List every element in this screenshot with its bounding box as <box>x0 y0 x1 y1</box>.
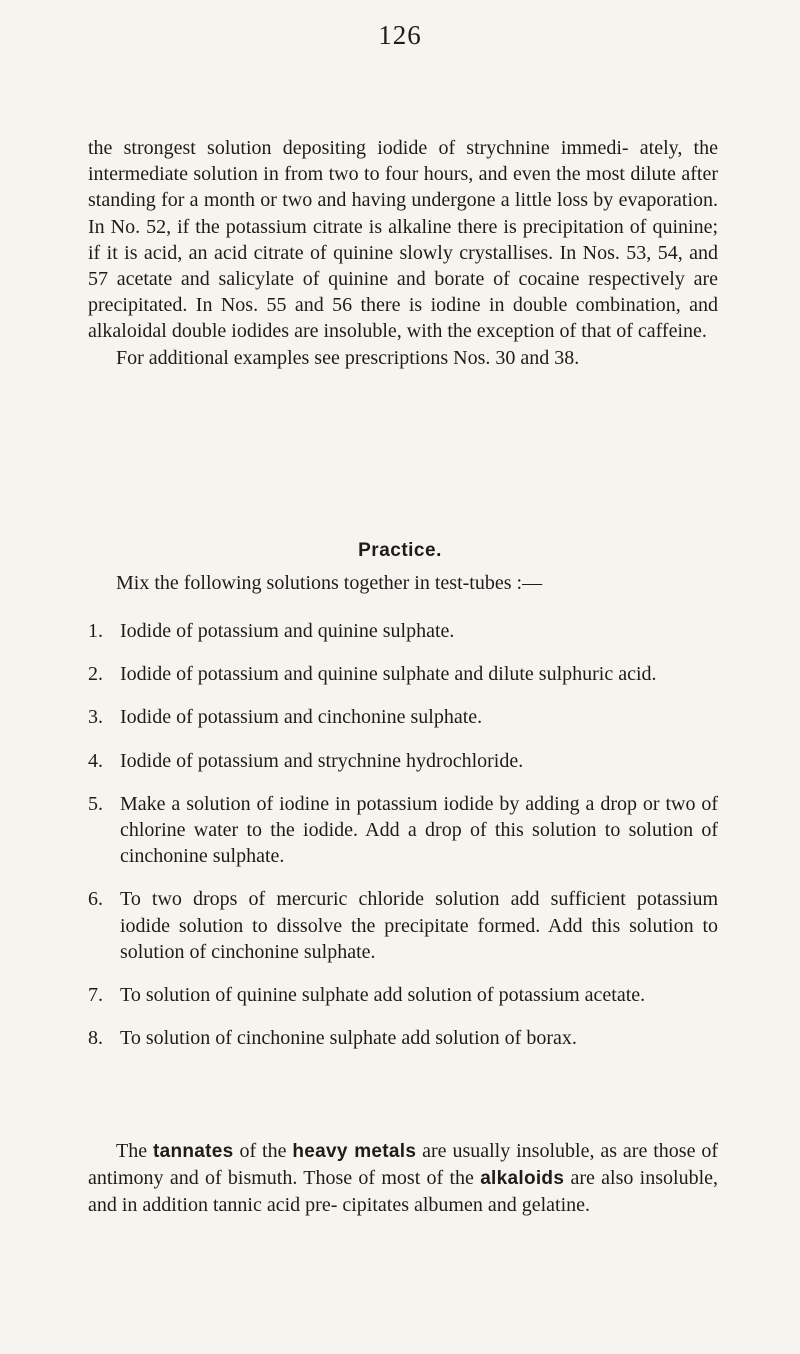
list-item <box>88 982 718 1008</box>
item-number: 4. <box>88 749 103 772</box>
item-number: 7. <box>88 984 103 1007</box>
list-item <box>88 1025 718 1051</box>
list-item <box>88 886 718 965</box>
item-text: To two drops of mercuric chloride solution add sufficient potassium iodide solution to dissolve the precipitate formed. Add this solution to solution of cinchonine sulphate. <box>120 888 718 963</box>
closing-text-3: are usually insoluble, as are those of antimony and of bismuth. Those of most of the <box>88 1140 719 1190</box>
item-number: 5. <box>88 792 103 815</box>
closing-text-2: of the <box>233 1140 293 1162</box>
list-item <box>88 661 718 687</box>
item-number: 3. <box>88 706 103 729</box>
closing-text-1: The <box>116 1140 153 1162</box>
list-item <box>88 791 718 870</box>
item-text: Iodide of potassium and cinchonine sulphate. <box>120 706 483 729</box>
item-number: 1. <box>88 620 103 642</box>
tannates-term: tannates <box>153 1141 234 1162</box>
item-text: Make a solution of iodine in potassium iodide by adding a drop or two of chlorine water to the iodide. Add a drop of this solution to solution of cinchonine sulphate. <box>120 792 718 868</box>
page-number: 126 <box>378 20 422 50</box>
closing-text <box>88 1138 718 1219</box>
item-number: 6. <box>88 888 103 911</box>
item-number: 8. <box>88 1027 103 1050</box>
item-text: Iodide of potassium and quinine sulphate. <box>120 620 455 642</box>
item-text: To solution of cinchonine sulphate add solution of borax. <box>120 1027 577 1050</box>
intro-paragraph: the strongest solution depositing iodide of strychnine immedi- ately, the intermediate solution in from two to four hours, and even the most dilute after standing for a month or two and having undergone a little loss by evaporation. In No. 52, if the potassium citrate is alkaline there is precipitation of quinine; if it is acid, an acid citrate of quinine slowly crystallises. In Nos. 53, 54, and 57 acetate and salicylate of quinine and borate of cocaine respectively are precipitated. In Nos. 55 and 56 there is iodine in double combination, and alkaloidal double iodides are insoluble, with the exception of that of caffeine. <box>88 137 718 343</box>
additional-examples-paragraph: For additional examples see prescriptions Nos. 30 and 38. <box>116 346 580 369</box>
closing-text-4: are also insoluble, and in addition tannic acid pre- cipitates albumen and gelatine. <box>88 1167 719 1217</box>
list-item <box>88 748 718 774</box>
item-text: Iodide of potassium and quinine sulphate and dilute sulphuric acid. <box>120 663 657 686</box>
item-text: Iodide of potassium and strychnine hydrochloride. <box>120 749 524 772</box>
practice-heading: Practice. <box>358 540 442 561</box>
intro-text <box>88 135 718 371</box>
practice-instruction: Mix the following solutions together in test-tubes :— <box>116 572 543 594</box>
heavy-metals-term: heavy metals <box>292 1141 417 1162</box>
list-item <box>88 704 718 730</box>
alkaloids-term: alkaloids <box>480 1168 565 1190</box>
list-item <box>88 618 718 644</box>
practice-list <box>88 618 718 1068</box>
practice-intro <box>88 570 718 596</box>
item-number: 2. <box>88 663 103 686</box>
item-text: To solution of quinine sulphate add solution of potassium acetate. <box>120 984 646 1007</box>
closing-paragraph <box>88 1138 718 1219</box>
